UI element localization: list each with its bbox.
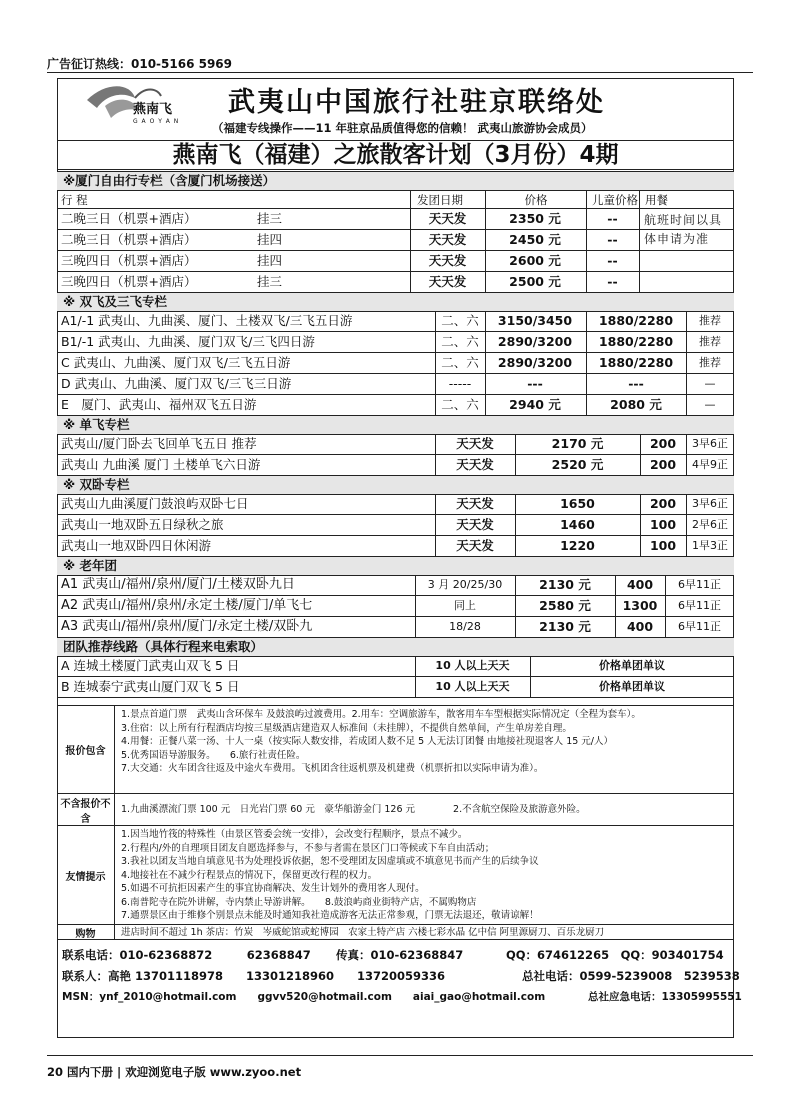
table-row <box>57 353 734 374</box>
table-row <box>57 536 734 557</box>
contact-person: 联系人：高艳 13701118978 13301218960 13720059336 <box>62 969 446 983</box>
table-row <box>57 656 734 677</box>
bottom-divider <box>47 1055 753 1056</box>
row-price: 2130 元 <box>539 577 591 592</box>
table-row <box>57 311 734 332</box>
row-name: A 连城土楼厦门武夷山双飞 5 日 <box>61 658 240 673</box>
row-price: 2450 元 <box>509 232 561 247</box>
price-includes-block <box>57 705 734 793</box>
row-name: B 连城泰宁武夷山厦门双飞 5 日 <box>61 679 240 694</box>
row-meal: 3早6正 <box>692 437 728 450</box>
row-meal: 4早9正 <box>692 458 728 471</box>
row-child: 400 <box>626 577 654 592</box>
row-name: 武夷山 九曲溪 厦门 土楼单飞六日游 <box>61 457 261 472</box>
row-name: 武夷山一地双卧五日绿秋之旅 <box>61 517 224 532</box>
includes-label: 报价包含 <box>57 706 115 793</box>
row-date: 天天发 <box>428 232 467 247</box>
row-name: 三晚四日（机票+酒店） <box>61 253 197 268</box>
section-title-group-routes: 团队推荐线路（具体行程来电索取） <box>57 637 734 657</box>
row-name: E 厦门、武夷山、福州双飞五日游 <box>61 397 257 412</box>
row-price: 2520 元 <box>551 457 604 472</box>
tips-label: 友情提示 <box>57 826 115 924</box>
row-hotel: 挂三 <box>257 211 283 226</box>
table-row <box>57 272 734 293</box>
header-itinerary: 行 程 <box>61 193 88 207</box>
header-date: 发团日期 <box>417 193 463 207</box>
row-child: --- <box>628 376 644 391</box>
row-price: 2170 元 <box>551 436 604 451</box>
row-price: 1650 <box>560 496 595 511</box>
row-child: 400 <box>626 619 654 634</box>
table-row <box>57 575 734 596</box>
row-date: 10 人以上天天 <box>435 659 510 672</box>
table-row <box>57 230 734 251</box>
row-tag: 推荐 <box>699 356 721 369</box>
org-title: 武夷山中国旅行社驻京联络处 <box>228 87 605 118</box>
row-child: 1880/2280 <box>598 334 674 349</box>
row-name: D 武夷山、九曲溪、厦门双飞/三飞三日游 <box>61 376 292 391</box>
row-name: 武夷山九曲溪厦门鼓浪屿双卧七日 <box>61 496 249 511</box>
org-subtitle: （福建专线操作——11 年驻京品质值得您的信赖！ 武夷山旅游协会成员） <box>212 121 593 135</box>
row-date: 3 月 20/25/30 <box>427 578 503 591</box>
row-child: 200 <box>649 457 677 472</box>
row-meal: 6早11正 <box>678 599 721 612</box>
row-meal: 2早6正 <box>692 518 728 531</box>
row-child: 200 <box>649 436 677 451</box>
row-child: 200 <box>649 496 677 511</box>
section-title-single-flight: ※ 单飞专栏 <box>57 415 734 435</box>
row-price: 价格单团单议 <box>599 680 665 693</box>
table-row <box>57 332 734 353</box>
row-name: 武夷山一地双卧四日休闲游 <box>61 538 212 553</box>
section-title-double-sleeper: ※ 双卧专栏 <box>57 475 734 495</box>
tips-text: 1.因当地竹筏的特殊性（由景区管委会统一安排），会改变行程顺序，景点不减少。 2.行程内/外的自理项目团友自愿选择参与，不参与者需在景区门口等候或下车自由活动； 3.我社以团友当地自填意见书为处理投诉依据，恕不受理团友因虚填或不填意见书而产生的后续争议 4.地接社在不减少行程景点的情况下，保留更改行程的权力。 5.如遇不可抗拒因素产生的事宜协商解决、发生计划外的费用客人现付。 6.南普陀寺在院外讲解，寺内禁止导游讲解。 8.鼓浪屿商业街特产店，不属购物店 7.通票景区由于维修个别景点未能及时通知我社造成游客无法正常参观，门票无法退还，敬请谅解！ <box>121 829 539 921</box>
row-tag: 推荐 <box>699 335 721 348</box>
row-price: 2600 元 <box>509 253 561 268</box>
logo-en-text: G A O Y A N <box>133 118 180 125</box>
contact-fax: 传真：010-62368847 <box>336 948 464 962</box>
row-child: -- <box>607 253 618 268</box>
contact-phone: 联系电话：010-62368872 62368847 <box>62 948 311 962</box>
row-name: A2 武夷山/福州/泉州/永定土楼/厦门/单飞七 <box>61 598 313 613</box>
row-price: 1220 <box>560 538 595 553</box>
contact-hq-phone: 总社电话：0599-5239008 5239538 <box>522 969 740 983</box>
page-footer: 20 国内下册 | 欢迎浏览电子版 www.zyoo.net <box>47 1065 302 1079</box>
row-date: ----- <box>448 376 472 391</box>
row-price: 2500 元 <box>509 274 561 289</box>
row-hotel: 挂三 <box>257 274 283 289</box>
table-row <box>57 515 734 536</box>
row-price: 2580 元 <box>539 598 591 613</box>
table-row <box>57 494 734 515</box>
table-row <box>57 209 734 230</box>
plan-title: 燕南飞（福建）之旅散客计划（3月份）4期 <box>57 140 734 170</box>
row-child: -- <box>607 211 618 226</box>
row-date: 二、六 <box>441 397 479 412</box>
row-tag: 推荐 <box>699 314 721 327</box>
table-row <box>57 677 734 698</box>
row-name: 二晚三日（机票+酒店） <box>61 232 197 247</box>
table-row <box>57 395 734 416</box>
row-child: 1300 <box>622 598 658 613</box>
table-row <box>57 374 734 395</box>
row-tag: — <box>704 377 716 390</box>
row-date: 天天发 <box>456 436 494 451</box>
shopping-label: 购物 <box>57 925 115 939</box>
row-price: 2890/3200 <box>497 334 573 349</box>
excludes-text: 1.九曲溪漂流门票 100 元 日光岩门票 60 元 豪华船游金门 126 元 2.不含航空保险及旅游意外险。 <box>121 804 586 815</box>
contact-qq: QQ：674612265 QQ：903401754 <box>506 948 724 962</box>
row-name: A1 武夷山/福州/泉州/厦门/土楼双卧九日 <box>61 577 295 592</box>
top-divider <box>47 72 753 73</box>
contact-msn: MSN：ynf_2010@hotmail.com ggvv520@hotmail.com aiai_gao@hotmail.com <box>62 991 546 1003</box>
row-name: 二晚三日（机票+酒店） <box>61 211 197 226</box>
table-row <box>57 617 734 638</box>
table-row <box>57 251 734 272</box>
row-child: -- <box>607 274 618 289</box>
row-date: 天天发 <box>456 517 494 532</box>
row-child: 2080 元 <box>610 397 662 412</box>
header-price: 价格 <box>524 193 548 207</box>
includes-text: 1.景点首道门票 武夷山含环保车 及鼓浪屿过渡费用。2.用车：空调旅游车，散客用车车型根据实际情况定（全程为套车）。 3.住宿：以上所有行程酒店均按三星级酒店建造双人标准间（未挂牌），不提供自然单间，产生单房差自理。 4.用餐：正餐八菜一汤、十人一桌（按实际人数安排，若成团人数不足 5 人无法订团餐 由地接社现退客人 15 元/人） 5.优秀国语导游服务。 6.旅行社责任险。 7.大交通：火车团含往返及中途火车费用。飞机团含往返机票及机建费（机票折扣以实际申请为准）。 <box>121 709 641 774</box>
row-hotel: 挂四 <box>257 232 283 247</box>
row-date: 天天发 <box>428 253 467 268</box>
row-date: 二、六 <box>441 334 479 349</box>
table-row <box>57 434 734 455</box>
row-date: 天天发 <box>456 496 494 511</box>
row-price: 3150/3450 <box>497 313 573 328</box>
row-price: 2130 元 <box>539 619 591 634</box>
row-child: 1880/2280 <box>598 355 674 370</box>
row-hotel: 挂四 <box>257 253 283 268</box>
excludes-label: 不含报价不含 <box>57 794 115 825</box>
row-meal: 1早3正 <box>692 539 728 552</box>
tips-block <box>57 825 734 924</box>
row-name: C 武夷山、九曲溪、厦门双飞/三飞五日游 <box>61 355 291 370</box>
row-child: -- <box>607 232 618 247</box>
row-date: 天天发 <box>428 211 467 226</box>
row-price: 2350 元 <box>509 211 561 226</box>
row-name: A1/-1 武夷山、九曲溪、厦门、土楼双飞/三飞五日游 <box>61 313 353 328</box>
table-row <box>57 596 734 617</box>
row-meal: 6早11正 <box>678 578 721 591</box>
row-price: 2940 元 <box>509 397 561 412</box>
section-title-double-flight: ※ 双飞及三飞专栏 <box>57 292 734 312</box>
table-header-row <box>57 190 734 209</box>
row-meal: 6早11正 <box>678 620 721 633</box>
ad-hotline: 广告征订热线：010-5166 5969 <box>47 57 233 71</box>
row-date: 天天发 <box>456 457 494 472</box>
header-meal: 用餐 <box>645 193 668 207</box>
row-price: 1460 <box>560 517 595 532</box>
row-date: 18/28 <box>449 620 481 633</box>
row-child: 100 <box>649 517 677 532</box>
row-price: 2890/3200 <box>497 355 573 370</box>
row-date: 天天发 <box>428 274 467 289</box>
section-title-senior: ※ 老年团 <box>57 556 734 576</box>
row-name: 三晚四日（机票+酒店） <box>61 274 197 289</box>
row-date: 10 人以上天天 <box>435 680 510 693</box>
section-title-xiamen: ※厦门自由行专栏（含厦门机场接送） <box>57 171 734 191</box>
row-date: 二、六 <box>441 355 479 370</box>
row-name: B1/-1 武夷山、九曲溪、厦门双飞/三飞四日游 <box>61 334 315 349</box>
row-name: 武夷山/厦门卧去飞回单飞五日 推荐 <box>61 436 257 451</box>
row-date: 同上 <box>454 599 476 612</box>
row-price: 价格单团单议 <box>599 659 665 672</box>
row-name: A3 武夷山/福州/泉州/厦门/永定土楼/双卧九 <box>61 619 313 634</box>
row-date: 二、六 <box>441 313 479 328</box>
contact-emergency: 总社应急电话：13305995551 <box>588 991 742 1003</box>
flight-note: 航班时间以具体申请为准 <box>644 213 723 246</box>
row-meal: 3早6正 <box>692 497 728 510</box>
table-row <box>57 455 734 476</box>
company-logo <box>75 80 205 130</box>
price-excludes-block <box>57 793 734 825</box>
shopping-text: 进店时间不超过 1h 茶店：竹炭 岑威蛇馆或蛇博园 农家土特产店 六楼七彩水晶 亿中信 阿里源厨刀、百乐龙厨刀 <box>121 927 605 938</box>
row-child: 100 <box>649 538 677 553</box>
row-child: 1880/2280 <box>598 313 674 328</box>
row-tag: — <box>704 398 716 411</box>
shopping-block <box>57 924 734 940</box>
row-date: 天天发 <box>456 538 494 553</box>
logo-cn-text: 燕南飞 <box>133 102 173 117</box>
header-child-price: 儿童价格 <box>592 193 638 207</box>
row-price: --- <box>527 376 543 391</box>
